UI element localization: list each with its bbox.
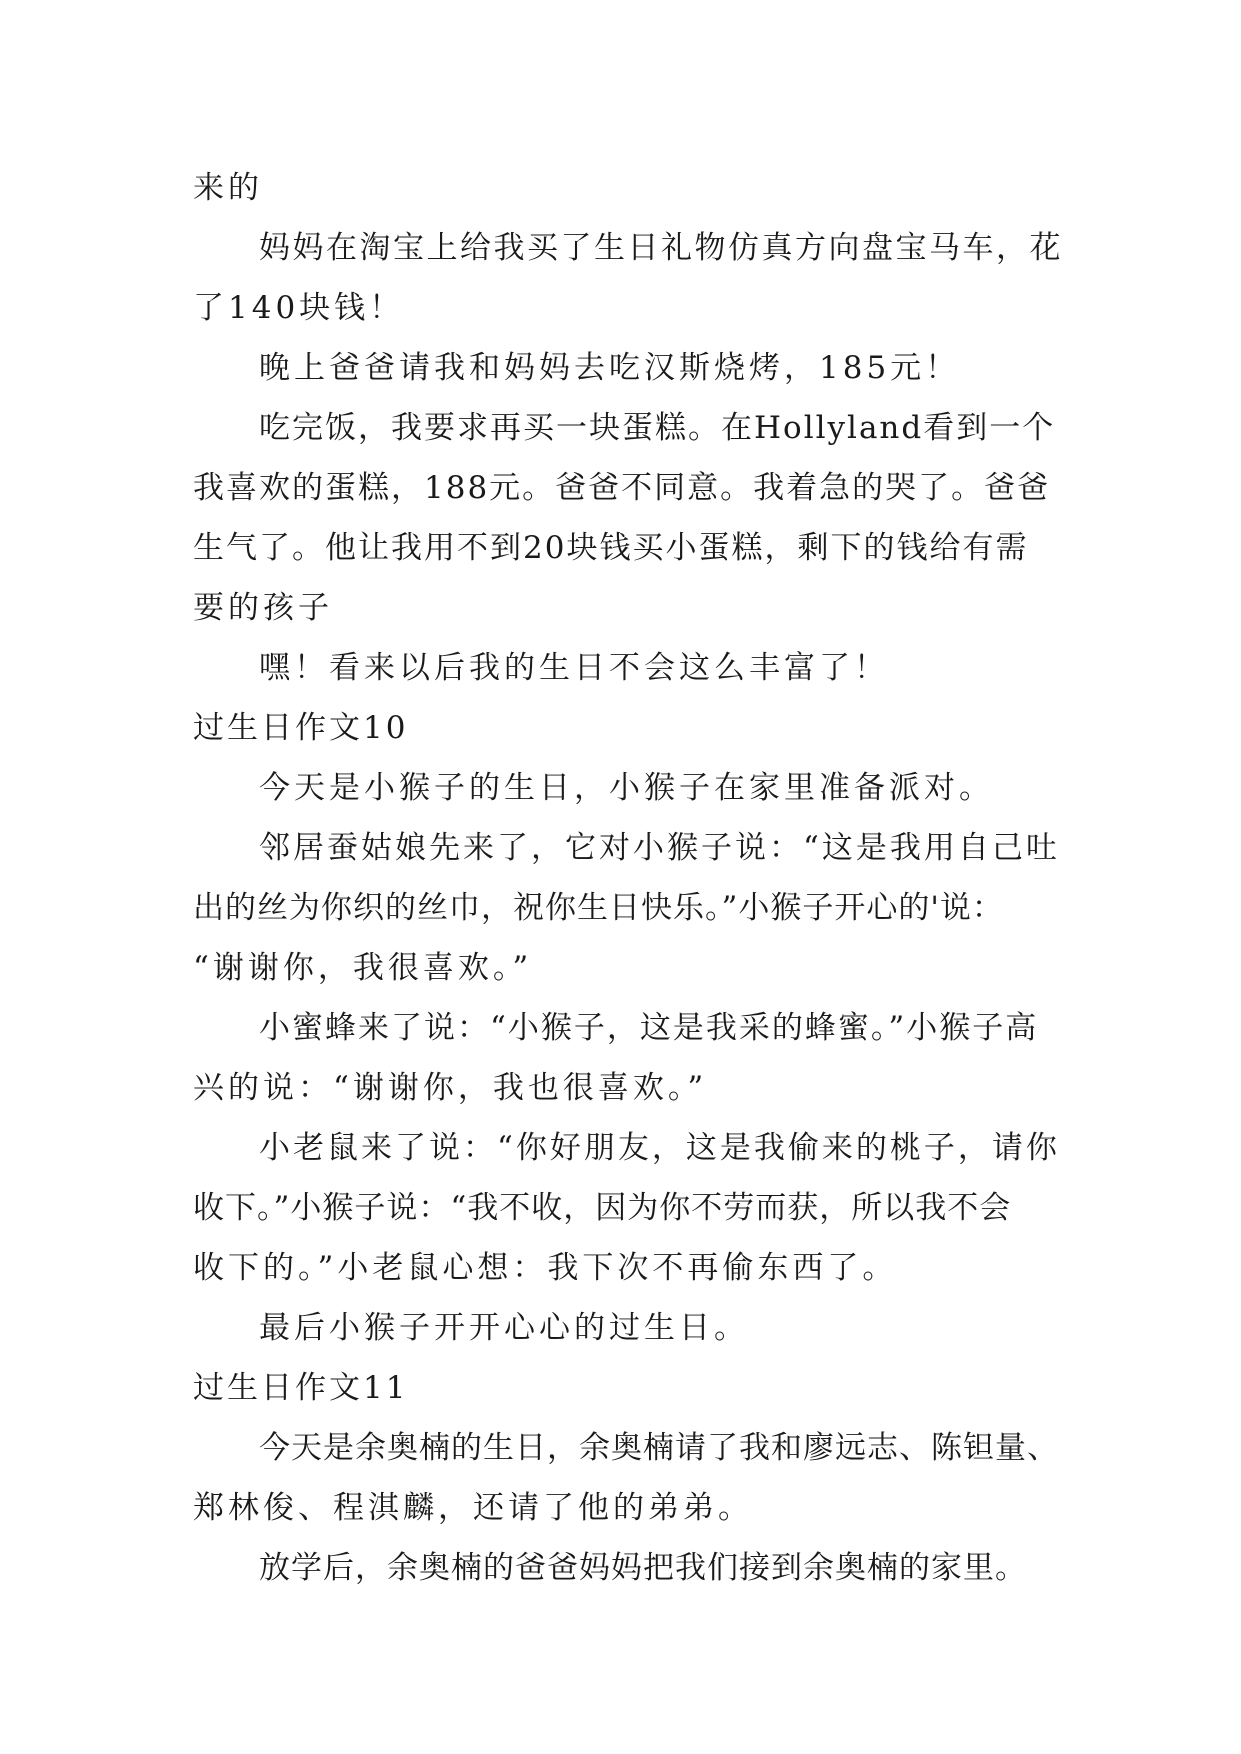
text-line: 来的 bbox=[193, 170, 263, 206]
paragraph-first-line: 嘿！看来以后我的生日不会这么丰富了！ bbox=[259, 650, 889, 686]
text-line: 兴的说：“谢谢你，我也很喜欢。” bbox=[193, 1070, 708, 1106]
text-line: 了140块钱！ bbox=[193, 290, 405, 326]
text-line: 要的孩子 bbox=[193, 590, 333, 626]
paragraph-first-line: 妈妈在淘宝上给我买了生日礼物仿真方向盘宝马车，花 bbox=[259, 230, 1063, 266]
paragraph-first-line: 放学后，余奥楠的爸爸妈妈把我们接到余奥楠的家里。 bbox=[259, 1550, 1027, 1586]
paragraph-first-line: 今天是余奥楠的生日，余奥楠请了我和廖远志、陈钽量、 bbox=[259, 1430, 1059, 1466]
text-line: 收下的。”小老鼠心想：我下次不再偷东西了。 bbox=[193, 1250, 898, 1286]
paragraph-first-line: 吃完饭，我要求再买一块蛋糕。在Hollyland看到一个 bbox=[259, 410, 1056, 446]
text-line: 郑林俊、程淇麟，还请了他的弟弟。 bbox=[193, 1490, 753, 1526]
section-heading: 过生日作文10 bbox=[193, 710, 409, 746]
document-page bbox=[193, 158, 1065, 1598]
text-line: 出的丝为你织的丝巾，祝你生日快乐。”小猴子开心的'说： bbox=[193, 890, 1004, 926]
paragraph-first-line: 小老鼠来了说：“你好朋友，这是我偷来的桃子，请你 bbox=[259, 1130, 1060, 1166]
section-heading: 过生日作文11 bbox=[193, 1370, 409, 1406]
paragraph-first-line: 晚上爸爸请我和妈妈去吃汉斯烧烤，185元！ bbox=[259, 350, 961, 386]
text-line: 收下。”小猴子说：“我不收，因为你不劳而获，所以我不会 bbox=[193, 1190, 1012, 1226]
paragraph-first-line: 邻居蚕姑娘先来了，它对小猴子说：“这是我用自己吐 bbox=[259, 830, 1060, 866]
text-line: “谢谢你，我很喜欢。” bbox=[193, 950, 533, 986]
paragraph-first-line: 最后小猴子开开心心的过生日。 bbox=[259, 1310, 749, 1346]
paragraph-first-line: 小蜜蜂来了说：“小猴子，这是我采的蜂蜜。”小猴子高 bbox=[259, 1010, 1039, 1046]
paragraph-first-line: 今天是小猴子的生日，小猴子在家里准备派对。 bbox=[259, 770, 994, 806]
text-line: 生气了。他让我用不到20块钱买小蛋糕，剩下的钱给有需 bbox=[193, 530, 1029, 566]
text-line: 我喜欢的蛋糕，188元。爸爸不同意。我着急的哭了。爸爸 bbox=[193, 470, 1051, 506]
